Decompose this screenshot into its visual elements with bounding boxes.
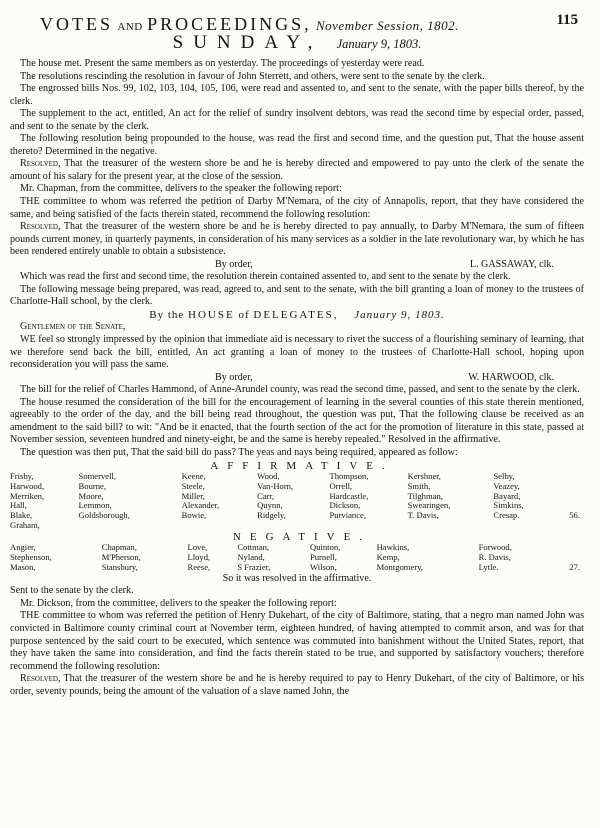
member-name: Mason, <box>10 561 36 572</box>
vote-count: 27. <box>569 561 580 572</box>
member-name: Stephenson, <box>10 552 52 563</box>
member-name: Cottman, <box>237 542 270 553</box>
member-name: Purnell, <box>309 552 337 563</box>
member-name: Somervell, <box>78 471 117 482</box>
member-name: Purviance, <box>329 510 366 521</box>
member-name: Chapman, <box>101 542 137 553</box>
member-name: Ridgely, <box>257 510 286 521</box>
member-name <box>257 521 329 531</box>
negative-table <box>10 543 584 572</box>
member-name: Bayard, <box>493 490 521 501</box>
paragraph: THE committee to whom was referred the petition of Darby M'Nemara, of the city of Annapolis, report, that they have considered the same, and being satisfied of the facts therein stated, recommend the following resolution: <box>10 196 584 220</box>
member-name: Stansbury, <box>101 561 138 572</box>
member-name: Dickson, <box>329 500 361 511</box>
clerk-signature: L. GASSAWAY, clk. <box>469 258 554 270</box>
member-name <box>493 521 554 531</box>
paragraph: The supplement to the act, entitled, An act for the relief of sundry insolvent debtors, was read the second time by especial order, passed, and sent to the senate by the clerk. <box>10 108 584 132</box>
resolution-text: That the treasurer of the western shore be and he is hereby directed and empowered to pay unto the clerk of the senate the amount of his salary for the present year, at the close of the session. <box>10 158 585 182</box>
member-name: Wilson, <box>309 561 337 572</box>
vote-count <box>554 472 584 482</box>
resolution-paragraph <box>10 158 584 183</box>
member-name: Hawkins, <box>376 542 410 553</box>
resolution-paragraph <box>10 673 584 698</box>
by-order-line <box>10 259 584 272</box>
date-heading: January 9, 1803. <box>336 37 422 51</box>
by-order-label: By order, <box>215 258 253 270</box>
member-name: Lytle. <box>478 561 499 572</box>
member-name: Quynn, <box>257 500 283 511</box>
paragraph: The engrossed bills Nos. 99, 102, 103, 104, 105, 106, were read and assented to, and sent to the senate, with the paper bills thereof, by the clerk. <box>10 83 584 107</box>
paragraph: The house resumed the consideration of the bill for the encouragement of learning in the several counties of this state therein mentioned, agreeably to the order of the day, and the bill being read throughout, the question was put, That the following clause be received as an amendment to the said bill? to wit: "And be it enacted, that the fourth section of the act for the promotion of literature in this state, passed at November session, seventeen hundred and ninety-eight, be and the same is hereby repealed." Resolved in the affirmative. <box>10 396 584 446</box>
member-name: Smith, <box>407 480 431 491</box>
member-name: T. Davis, <box>407 510 439 521</box>
paragraph: The bill for the relief of Charles Hammond, of Anne-Arundel county, was read the second time, passed, and sent to the senate by the clerk. <box>20 384 580 396</box>
paragraph: Sent to the senate by the clerk. <box>10 585 134 597</box>
vote-result: So it was resolved in the affirmative. <box>222 572 372 584</box>
resolution-text: That the treasurer of the western shore be and he is hereby required to pay to Henry Dukehart, of the city of Baltimore, or his order, seventy pounds, being the amount of the valuation of a slave named John, the <box>10 673 584 697</box>
resolution-paragraph <box>10 221 584 259</box>
member-name: M'Pherson, <box>101 552 141 563</box>
resolved-label: Resolved, <box>20 673 61 685</box>
member-name: S Frazier, <box>237 561 271 572</box>
member-name: Blake, <box>10 510 33 521</box>
affirmative-heading: AFFIRMATIVE. <box>210 459 394 472</box>
member-name <box>329 521 407 531</box>
page-header <box>10 0 584 34</box>
member-name: Kemp, <box>376 552 400 563</box>
member-name: Lemmon, <box>78 500 112 511</box>
vote-count: 56. <box>569 510 580 521</box>
paragraph: Mr. Dickson, from the committee, delivers to the speaker the following report: <box>20 597 337 609</box>
house-heading <box>10 309 584 322</box>
body-text <box>10 58 584 698</box>
vote-count <box>554 482 584 492</box>
resolution-text: That the treasurer of the western shore be and he is hereby directed to pay annually, to Darby M'Nemara, the sum of fifteen pounds current money, in quarterly payments, in consideration of his many services as a soldier in the late revolutionary war, by which he has been rendered entirely unable to obtain a subsistence. <box>10 221 584 258</box>
member-name: Van-Horn, <box>257 480 294 491</box>
date-line <box>10 32 584 54</box>
member-name: Montgomery, <box>376 561 424 572</box>
member-name: Steele, <box>181 480 205 491</box>
member-name: Hall, <box>10 500 27 511</box>
vote-row <box>10 511 584 521</box>
member-name: Tilghman, <box>407 490 443 501</box>
paragraph: The resolutions rescinding the resolution in favour of John Sterrett, and others, were sent to the senate by the clerk. <box>20 70 485 82</box>
title-proceedings: PROCEEDINGS, <box>147 14 312 34</box>
member-name: Love, <box>187 542 208 553</box>
member-name: Merriken, <box>10 490 45 501</box>
member-name: Nyland, <box>237 552 265 563</box>
by-order-label: By order, <box>215 371 253 383</box>
member-name: Bourne, <box>78 480 106 491</box>
paragraph: The house met. Present the same members as on yesterday. The proceedings of yesterday were read. <box>20 58 425 69</box>
clerk-signature: W. HARWOOD, clk. <box>468 371 554 383</box>
house-of: of <box>238 308 250 321</box>
member-name: Swearingen, <box>407 500 451 511</box>
member-name: Lloyd, <box>187 552 211 563</box>
paragraph: The question was then put, That the said bill do pass? The yeas and nays being required, appeared as follow: <box>20 446 458 458</box>
member-name: Keene, <box>181 471 206 482</box>
house-by: By the <box>149 308 185 321</box>
member-name <box>79 521 182 531</box>
affirmative-table <box>10 472 584 531</box>
member-name: Harwood, <box>10 480 45 491</box>
day-heading: SUNDAY, <box>172 32 323 53</box>
page-number: 115 <box>556 12 578 28</box>
member-name: Graham, <box>10 520 40 531</box>
resolved-label: Resolved, <box>20 221 61 233</box>
title-votes: VOTES <box>40 14 113 34</box>
title-and: AND <box>117 21 143 33</box>
member-name: Thompson, <box>329 471 369 482</box>
member-name: Reese, <box>187 561 211 572</box>
member-name <box>408 521 494 531</box>
member-name: Simkins, <box>493 500 524 511</box>
vote-count <box>552 543 584 553</box>
member-name: Kershner, <box>407 471 441 482</box>
by-order-line <box>10 372 584 385</box>
member-name: Angier, <box>10 542 36 553</box>
resolved-label: Resolved, <box>20 158 61 170</box>
vote-row <box>10 521 584 531</box>
member-name: R. Davis, <box>478 552 511 563</box>
house-date: January 9, 1803. <box>354 308 445 321</box>
member-name: Alexander, <box>181 500 220 511</box>
member-name: Orrell, <box>329 480 353 491</box>
paragraph: The following message being prepared, was read, agreed to, and sent to the senate, with the bill granting a loan of money to the trustees of Charlotte-Hall school, by the clerk. <box>10 283 584 308</box>
member-name: Wood, <box>257 471 280 482</box>
paragraph: Mr. Chapman, from the committee, delivers to the speaker the following report: <box>20 183 342 195</box>
member-name: Cresap. <box>493 510 520 521</box>
member-name: Frisby, <box>10 471 34 482</box>
title-session: November Session, 1802. <box>315 18 459 33</box>
house-name: HOUSE <box>188 308 235 321</box>
house-delegates: DELEGATES, <box>253 308 339 321</box>
paragraph: Which was read the first and second time, the resolution therein contained assented to, and sent to the senate by the clerk. <box>20 271 511 283</box>
running-title <box>40 14 459 35</box>
member-name <box>182 521 257 531</box>
paragraph: WE feel so strongly impressed by the opinion that immediate aid is necessary to rivet the success of a flourishing seminary of learning, that we therefore send back the bill, entitled, An act granting a loan of money to the trustees of Charlotte-Hall school, hoping upon reconsideration you will pass the same. <box>10 334 584 371</box>
paragraph: THE committee to whom was referred the petition of Henry Dukehart, of the city of Baltimore, stating, that a negro man named John was convicted in Baltimore county criminal court at November term, eighteen hundred, of having attempted to commit arson, and was for that purpose sentenced by the said court to be executed, which sentence was commuted into banishment without the United States, report, that they have taken the same into consideration, and find the facts therein stated to be true, and supported by satisfactory vouchers; therefore recommend the following resolution: <box>10 610 584 672</box>
member-name: Forwood, <box>478 542 512 553</box>
member-name: Carr, <box>257 490 275 501</box>
paragraph: The following resolution being propounded to the house, was read the first and second time, and the question put, That the house assent thereto? Determined in the negative. <box>10 133 584 157</box>
member-name: Goldsborough, <box>78 510 130 521</box>
vote-count <box>554 521 584 531</box>
member-name: Miller, <box>181 490 205 501</box>
member-name: Quinton, <box>309 542 341 553</box>
negative-heading: NEGATIVE. <box>232 530 372 543</box>
member-name: Selby, <box>493 471 515 482</box>
member-name: Moore, <box>78 490 104 501</box>
member-name: Hardcastle, <box>329 490 369 501</box>
member-name: Veazey, <box>493 480 520 491</box>
salutation: Gentlemen of the Senate, <box>20 321 126 333</box>
vote-row <box>10 563 584 573</box>
vote-count <box>554 492 584 502</box>
member-name: Bowie, <box>181 510 207 521</box>
